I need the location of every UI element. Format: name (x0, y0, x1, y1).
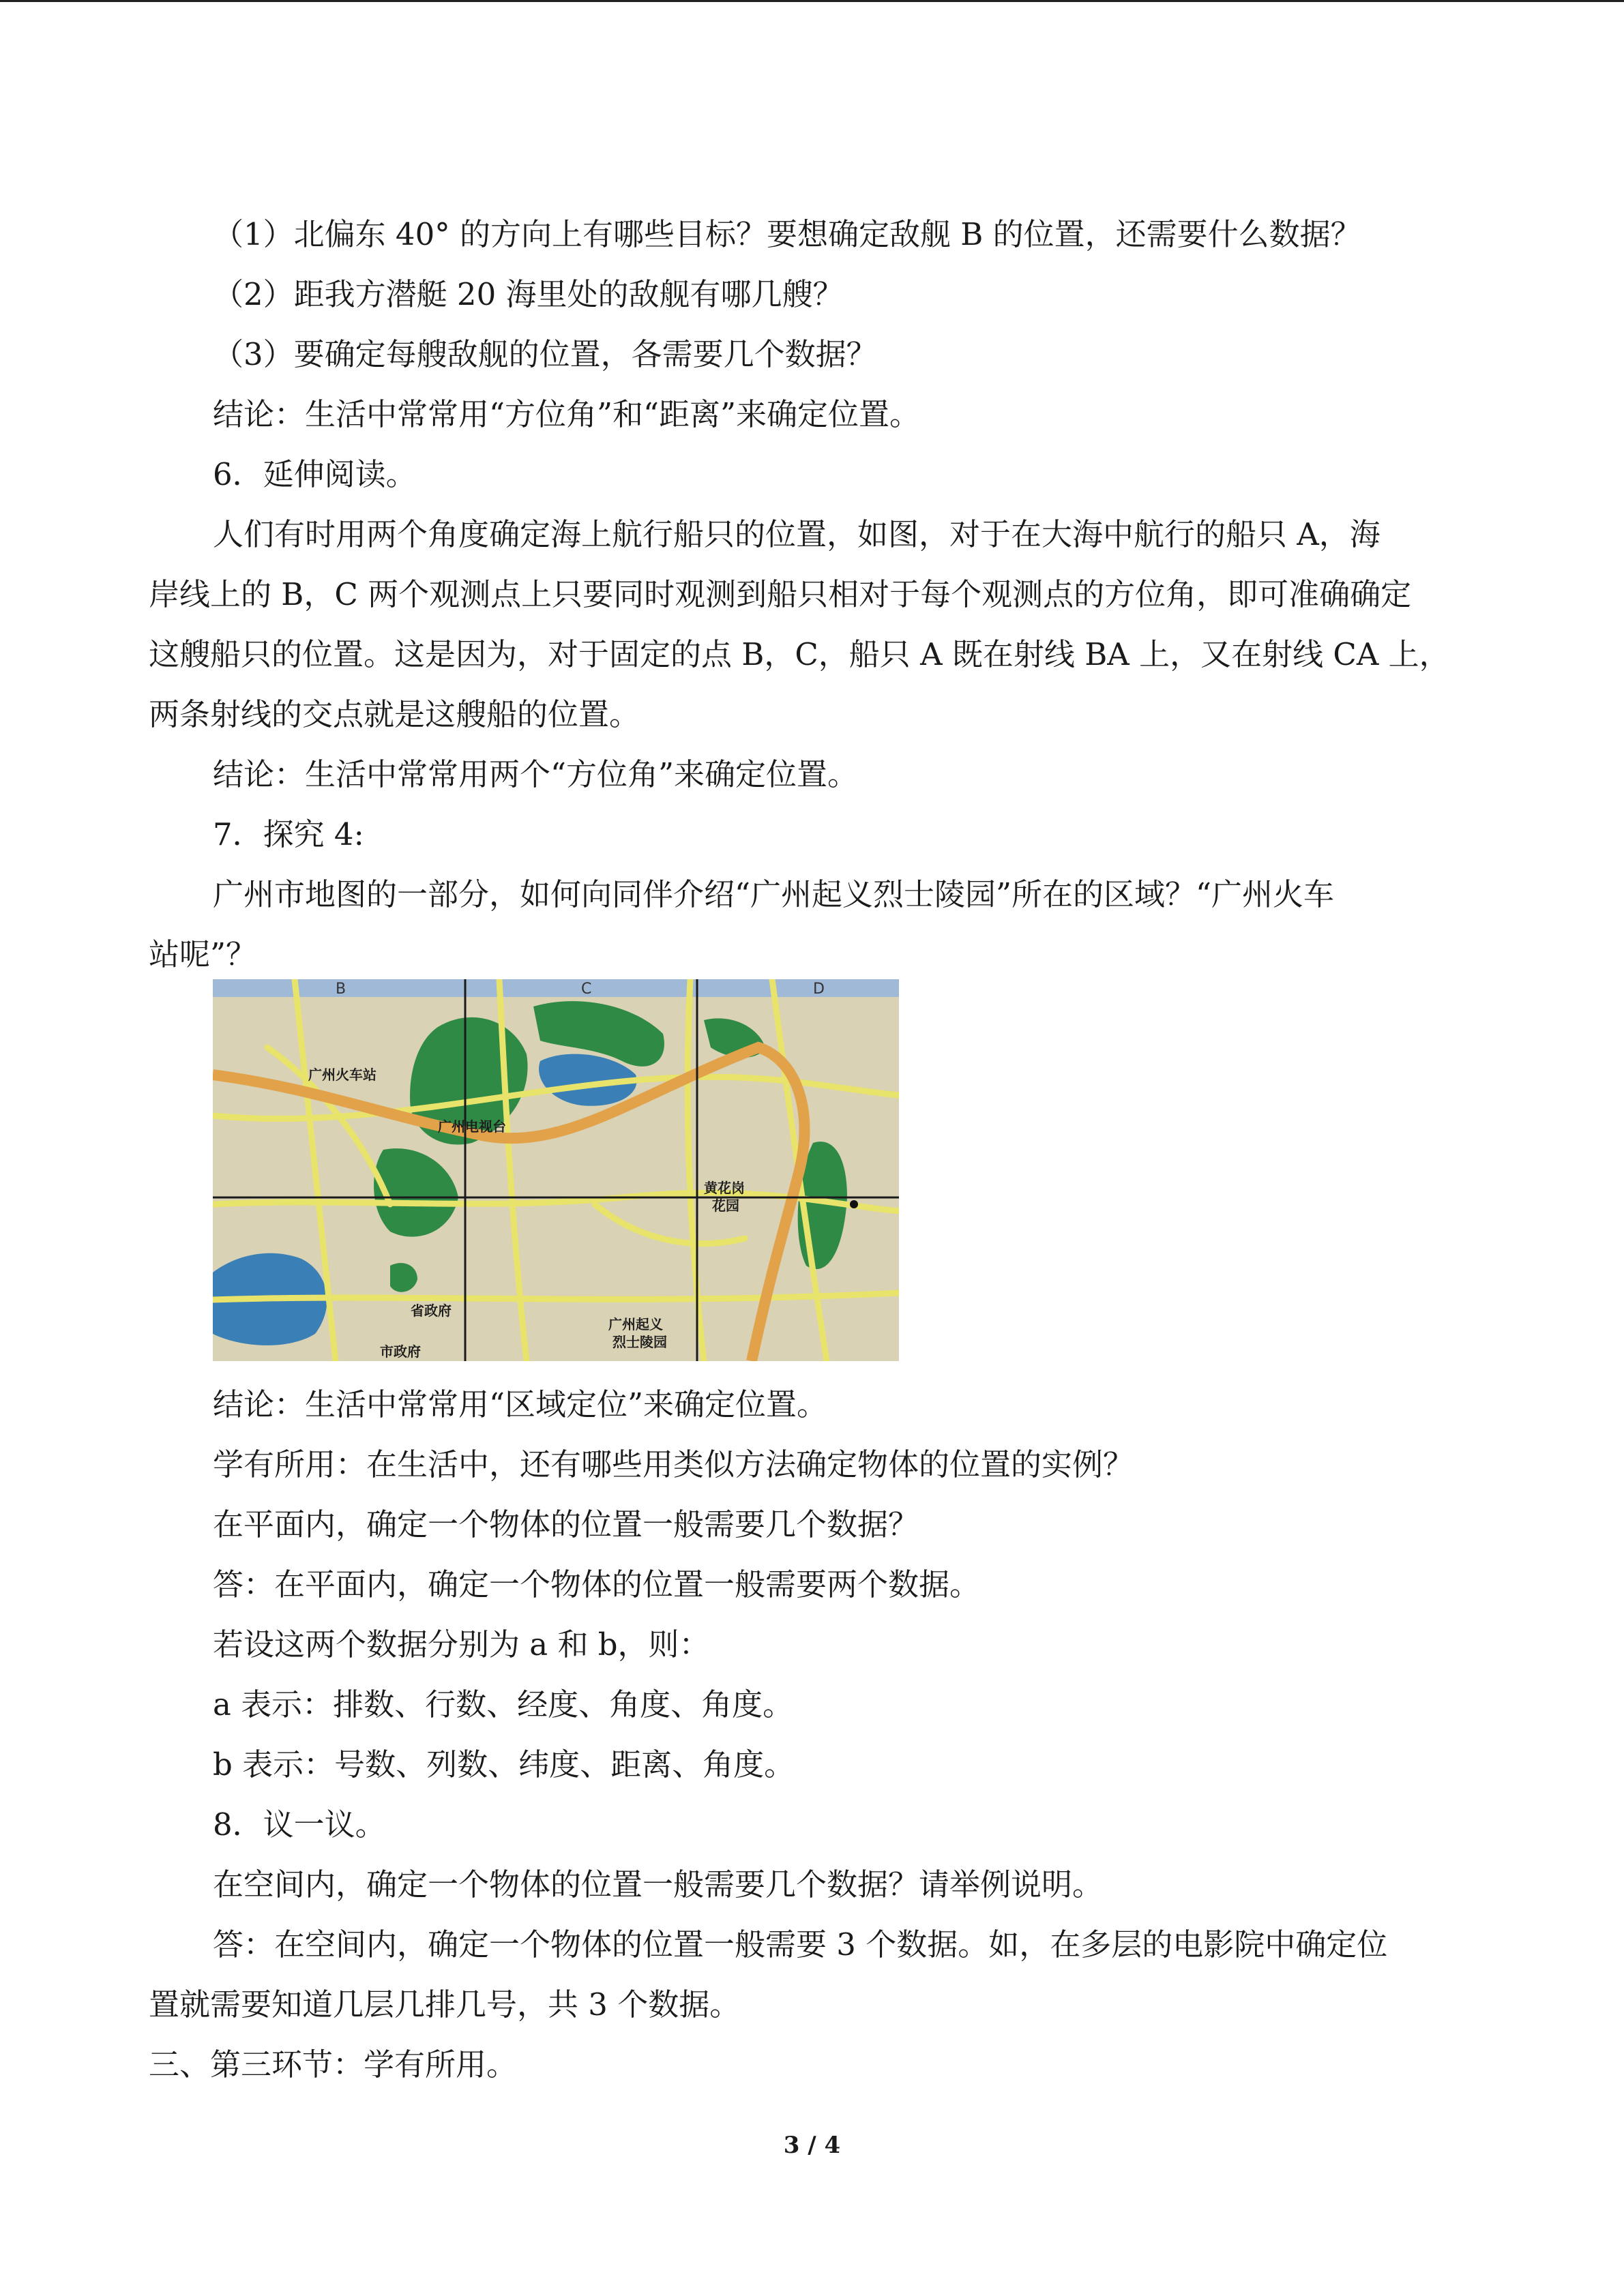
question-3: （3）要确定每艘敌舰的位置，各需要几个数据？ (213, 336, 877, 372)
paragraph-line: 学有所用：在生活中，还有哪些用类似方法确定物体的位置的实例？ (213, 1446, 1134, 1482)
map-label-city-gov: 市政府 (380, 1343, 421, 1360)
question-1: （1）北偏东 40° 的方向上有哪些目标？要想确定敌舰 B 的位置，还需要什么数据？ (213, 216, 1361, 252)
answer-line: 答：在空间内，确定一个物体的位置一般需要 3 个数据。如，在多层的电影院中确定位 (213, 1926, 1388, 1963)
map-label-cemetery: 烈士陵园 (612, 1334, 667, 1350)
paragraph-line: 置就需要知道几层几排几号，共 3 个数据。 (149, 1986, 741, 2023)
paragraph-line: 站呢”？ (149, 936, 257, 972)
section-3-heading: 三、第三环节：学有所用。 (149, 2046, 518, 2083)
section-7-heading: 7．探究 4: (213, 816, 364, 852)
page-number: 3 / 4 (783, 2132, 841, 2159)
paragraph-line: 在平面内，确定一个物体的位置一般需要几个数据？ (213, 1506, 919, 1542)
map-label-cemetery: 广州起义 (608, 1316, 663, 1332)
map-column-label: D (813, 981, 825, 998)
answer-line: 答：在平面内，确定一个物体的位置一般需要两个数据。 (213, 1566, 981, 1602)
paragraph-line: a 表示：排数、行数、经度、角度、角度。 (213, 1686, 794, 1723)
map-column-label: C (581, 981, 592, 998)
conclusion-1: 结论：生活中常常用“方位角”和“距离”来确定位置。 (213, 396, 921, 432)
paragraph-line: 若设这两个数据分别为 a 和 b，则： (213, 1626, 710, 1663)
paragraph-line: 岸线上的 B，C 两个观测点上只要同时观测到船只相对于每个观测点的方位角，即可准确确定 (149, 576, 1412, 612)
conclusion-3: 结论：生活中常常用“区域定位”来确定位置。 (213, 1386, 828, 1422)
paragraph-line: 两条射线的交点就是这艘船的位置。 (149, 696, 640, 732)
page-top-border (0, 0, 1624, 2)
map-column-label: B (336, 981, 346, 998)
map-label-huanghuagang: 花园 (712, 1197, 739, 1214)
question-2: （2）距我方潜艇 20 海里处的敌舰有哪几艘？ (213, 276, 844, 312)
map-label-station: 广州火车站 (308, 1067, 377, 1083)
section-8-heading: 8．议一议。 (213, 1806, 386, 1843)
map-graphic (213, 979, 899, 1361)
paragraph-line: 广州市地图的一部分，如何向同伴介绍“广州起义烈士陵园”所在的区域？“广州火车 (213, 876, 1335, 912)
section-6-heading: 6．延伸阅读。 (213, 456, 417, 492)
map-label-provincial-gov: 省政府 (411, 1302, 452, 1319)
conclusion-2: 结论：生活中常常用两个“方位角”来确定位置。 (213, 756, 859, 792)
map-label-huanghuagang: 黄花岗 (704, 1180, 745, 1196)
paragraph-line: 这艘船只的位置。这是因为，对于固定的点 B，C，船只 A 既在射线 BA 上，又在射线 CA 上， (149, 636, 1450, 672)
paragraph-line: 人们有时用两个角度确定海上航行船只的位置，如图，对于在大海中航行的船只 A，海 (213, 516, 1381, 552)
guangzhou-map-image (213, 979, 899, 1361)
paragraph-line: b 表示：号数、列数、纬度、距离、角度。 (213, 1746, 795, 1783)
map-label-tv-tower: 广州电视台 (438, 1118, 506, 1135)
paragraph-line: 在空间内，确定一个物体的位置一般需要几个数据？请举例说明。 (213, 1866, 1104, 1903)
